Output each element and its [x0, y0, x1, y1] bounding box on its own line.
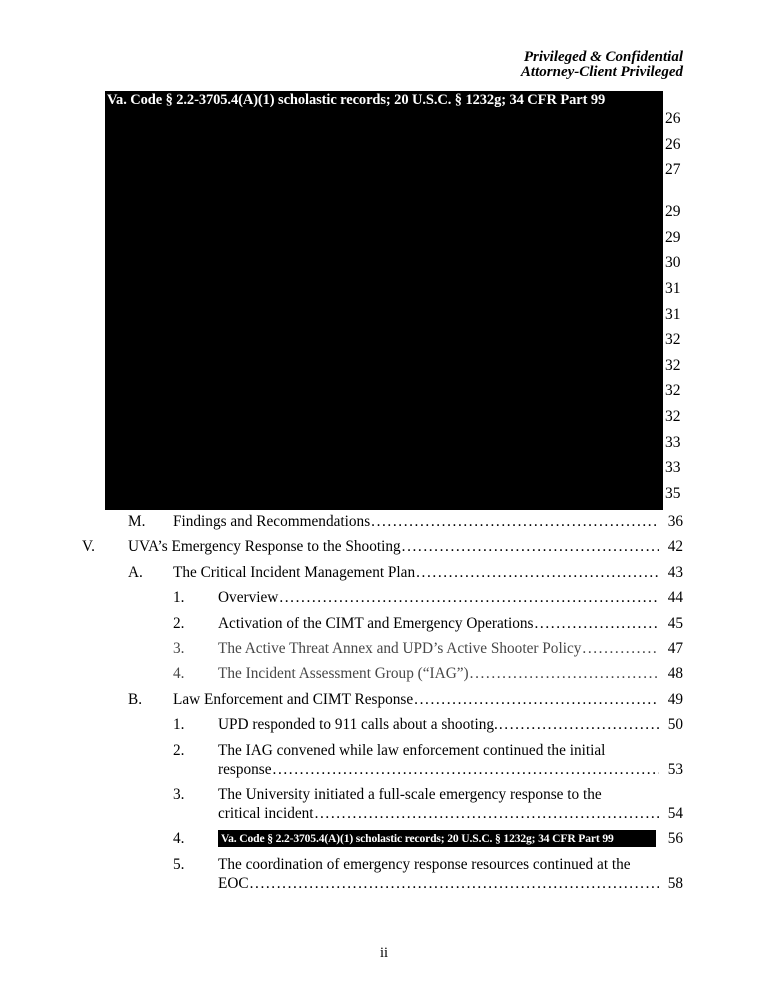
toc-entry-title: UVA’s Emergency Response to the Shooting: [128, 538, 401, 556]
page-folio: ii: [379, 945, 389, 961]
redaction-page-number: 29: [665, 228, 681, 246]
toc-entry: [82, 690, 683, 709]
toc-entry-title: Law Enforcement and CIMT Response: [173, 690, 414, 708]
dot-leader: [250, 874, 659, 893]
redaction-page-number: 27: [665, 161, 681, 179]
redaction-page-number: 35: [665, 484, 681, 502]
dot-leader: [416, 563, 659, 582]
toc-entry-label: 1.: [173, 716, 185, 734]
redaction-page-number: 32: [665, 331, 681, 349]
redaction-page-number: 32: [665, 356, 681, 374]
toc-entry-label: A.: [128, 563, 143, 581]
toc-entry-page: 36: [667, 513, 683, 530]
redaction-page-gap: [665, 183, 695, 199]
toc-entry-title: The University initiated a full-scale emergency response to the: [218, 785, 602, 803]
toc-entry-page: 49: [667, 690, 683, 708]
redaction-block: [105, 91, 663, 510]
toc-entry-page: 44: [667, 589, 683, 607]
dot-leader: [279, 588, 659, 607]
toc-entry-page: 42: [667, 538, 683, 556]
toc: [82, 512, 683, 899]
dot-leader: [273, 760, 659, 779]
toc-entry-page: 53: [667, 760, 683, 778]
toc-entry-title: UPD responded to 911 calls about a shooting.: [218, 716, 498, 734]
redaction-page-number: 26: [665, 110, 681, 127]
toc-entry-page: 47: [667, 639, 683, 657]
toc-entry-label: 1.: [173, 589, 185, 607]
toc-entry-redaction-bar: Va. Code § 2.2-3705.4(A)(1) scholastic records; 20 U.S.C. § 1232g; 34 CFR Part 99: [218, 830, 656, 847]
toc-entry: [82, 715, 683, 734]
redaction-page-number: 32: [665, 407, 681, 425]
toc-entry-title: Overview: [218, 589, 279, 607]
redaction-page-number: 29: [665, 203, 681, 221]
dot-leader: [315, 804, 659, 823]
toc-entry-page: 56: [667, 830, 683, 848]
redaction-page-number: 31: [665, 305, 681, 323]
toc-entry-title: The IAG convened while law enforcement continued the initial: [218, 741, 606, 759]
confidentiality-header: [521, 50, 683, 79]
dot-leader: [582, 639, 659, 658]
redaction-page-number: 33: [665, 459, 681, 477]
toc-entry-label: 3.: [173, 785, 185, 803]
redaction-page-number: 32: [665, 382, 681, 400]
redaction-page-column: [665, 106, 695, 506]
toc-entry-label: 5.: [173, 855, 185, 873]
toc-entry-page: 50: [667, 716, 683, 734]
dot-leader: [470, 664, 659, 683]
toc-entry-label: V.: [82, 538, 95, 556]
toc-entry-label: 2.: [173, 741, 185, 759]
dot-leader: [414, 690, 659, 709]
toc-entry-label: 4.: [173, 665, 185, 683]
toc-entry-title: The Active Threat Annex and UPD’s Active Shooter Policy: [218, 639, 582, 657]
dot-leader: [499, 715, 659, 734]
toc-entry-title: EOC: [218, 874, 249, 892]
toc-entry-page: 43: [667, 563, 683, 581]
redaction-page-number: 31: [665, 279, 681, 297]
dot-leader: [371, 512, 659, 531]
toc-entry-label: B.: [128, 690, 143, 708]
toc-entry-title: The Incident Assessment Group (“IAG”): [218, 665, 469, 683]
confidentiality-line-1: Privileged & Confidential: [523, 49, 683, 65]
toc-entry: [82, 537, 683, 556]
toc-entry: [82, 512, 683, 531]
dot-leader: [402, 537, 659, 556]
dot-leader: [535, 614, 660, 633]
toc-entry-label: 4.: [173, 830, 185, 848]
confidentiality-line-2: Attorney-Client Privileged: [520, 63, 683, 80]
toc-entry: [82, 664, 683, 683]
toc-entry-label: 2.: [173, 614, 185, 632]
toc-entry-title: The Critical Incident Management Plan: [173, 563, 416, 581]
toc-entry: [82, 829, 683, 848]
toc-entry: [82, 614, 683, 633]
redaction-statute-label: Va. Code § 2.2-3705.4(A)(1) scholastic records; 20 U.S.C. § 1232g; 34 CFR Part 99: [107, 92, 606, 108]
toc-entry: [82, 785, 683, 823]
toc-entry-title: Activation of the CIMT and Emergency Operations: [218, 614, 534, 632]
redaction-page-number: 26: [665, 135, 681, 153]
toc-entry: [82, 741, 683, 779]
redaction-page-number: 30: [665, 254, 681, 272]
toc-entry-title: response: [218, 760, 272, 778]
toc-entry-page: 54: [667, 804, 683, 822]
toc-entry-label: M.: [128, 513, 146, 530]
toc-entry-title: The coordination of emergency response resources continued at the: [218, 855, 631, 873]
toc-entry: [82, 563, 683, 582]
toc-entry: [82, 588, 683, 607]
toc-entry-label: 3.: [173, 639, 185, 657]
toc-entry-page: 48: [667, 665, 683, 683]
toc-entry-page: 58: [667, 874, 683, 892]
redaction-page-number: 33: [665, 433, 681, 451]
toc-entry: [82, 639, 683, 658]
toc-entry-title: Findings and Recommendations: [173, 513, 371, 530]
toc-entry-title: critical incident: [218, 804, 314, 822]
toc-entry: [82, 855, 683, 893]
toc-entry-page: 45: [667, 614, 683, 632]
